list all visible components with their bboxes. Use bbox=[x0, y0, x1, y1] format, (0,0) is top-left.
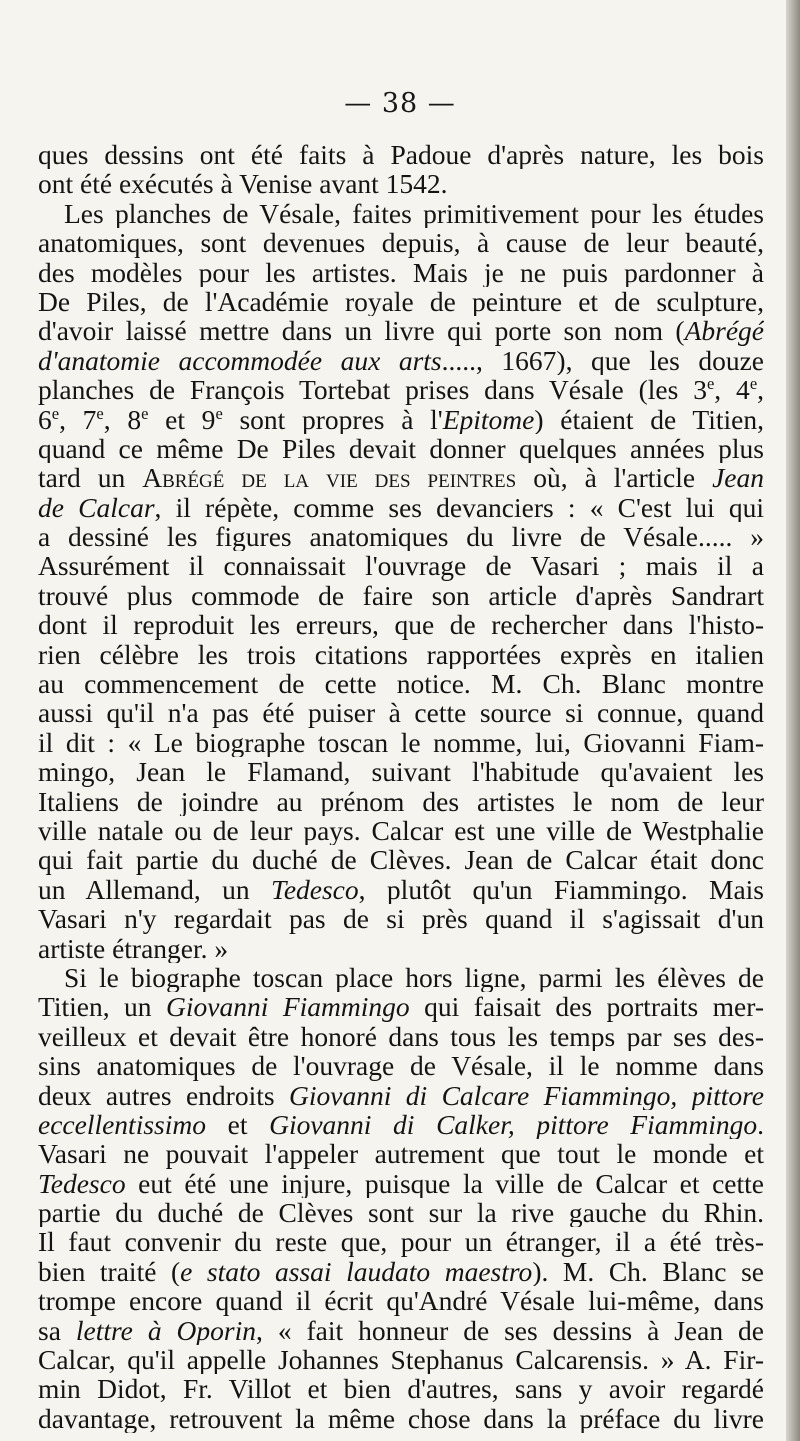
text-line bbox=[38, 1404, 764, 1433]
text-line bbox=[38, 463, 764, 492]
italic-text: Jean bbox=[712, 463, 764, 493]
page-edge-shadow bbox=[786, 0, 800, 1441]
text-line bbox=[38, 346, 764, 375]
italic-text: de Calcar bbox=[38, 492, 155, 523]
superscript: e bbox=[215, 404, 223, 423]
italic-text: eccellentissimo bbox=[38, 1109, 206, 1140]
text-run: sins anatomiques de l'ouvrage de Vésale, il le nomme dans bbox=[38, 1051, 764, 1081]
text-run: un Allemand, un bbox=[38, 874, 272, 905]
text-run: Les planches de Vésale, faites primitivement pour les études bbox=[64, 198, 764, 229]
text-run: 6 bbox=[38, 404, 52, 434]
italic-text: Giovanni Fiammingo bbox=[166, 992, 410, 1022]
text-line bbox=[38, 375, 764, 404]
text-line bbox=[38, 1345, 764, 1374]
text-line bbox=[38, 934, 764, 963]
text-line bbox=[38, 1374, 764, 1403]
superscript: e bbox=[706, 375, 715, 394]
text-run: aussi qu'il n'a pas été puiser à cette source si connue, quand bbox=[38, 698, 764, 728]
italic-text: Abrégé bbox=[684, 316, 764, 346]
text-run: trouvé plus commode de faire son article d'après Sandrart bbox=[38, 580, 764, 611]
text-run: Il faut convenir du reste que, pour un étranger, il a été très- bbox=[38, 1227, 764, 1257]
text-line bbox=[38, 287, 764, 316]
text-run: des modèles pour les artistes. Mais je ne puis pardonner à bbox=[38, 257, 764, 287]
italic-text: Giovanni di Calcare Fiammingo, pittore bbox=[289, 1080, 764, 1110]
text-line bbox=[38, 1227, 764, 1256]
text-line bbox=[38, 963, 764, 992]
text-run: anatomiques, sont devenues depuis, à cause de leur beauté, bbox=[38, 228, 764, 258]
text-run: d'avoir laissé mettre dans un livre qui porte son nom ( bbox=[38, 316, 685, 346]
text-run: il dit : « Le biographe toscan le nomme, lui, Giovanni Fiam- bbox=[38, 727, 764, 758]
text-line bbox=[38, 228, 764, 257]
italic-text: Giovanni di Calker, pittore Fiammingo bbox=[269, 1109, 758, 1140]
text-run: tard un bbox=[38, 463, 143, 493]
text-run: eut été une injure, puisque la ville de Calcar et cette bbox=[125, 1168, 764, 1199]
text-run: et 9 bbox=[148, 404, 216, 434]
text-run: , bbox=[757, 375, 764, 405]
superscript: e bbox=[96, 404, 104, 423]
text-run: planches de François Tortebat prises dans Vésale (les 3 bbox=[38, 375, 707, 405]
text-line bbox=[38, 258, 764, 287]
text-line bbox=[38, 199, 764, 228]
text-line bbox=[38, 904, 764, 933]
text-run: Assurément il connaissait l'ouvrage de Vasari ; mais il a bbox=[38, 551, 764, 581]
text-line bbox=[38, 169, 764, 198]
text-line bbox=[38, 816, 764, 845]
text-run: Calcar, qu'il appelle Johannes Stephanus Calcarensis. » A. Fir- bbox=[38, 1345, 764, 1375]
text-line bbox=[38, 845, 764, 874]
text-line bbox=[38, 1198, 764, 1227]
text-line bbox=[38, 698, 764, 727]
text-line bbox=[38, 610, 764, 639]
superscript: e bbox=[141, 404, 149, 423]
text-line bbox=[38, 1316, 764, 1345]
text-run: au commencement de cette notice. M. Ch. Blanc montre bbox=[38, 669, 764, 699]
text-line bbox=[38, 669, 764, 698]
text-run: Vasari ne pouvait l'appeler autrement que tout le monde et bbox=[38, 1139, 764, 1169]
text-run: artiste étranger. » bbox=[38, 933, 229, 963]
superscript: e bbox=[51, 404, 60, 423]
text-run: , 7 bbox=[59, 404, 97, 434]
text-line bbox=[38, 992, 764, 1021]
text-line bbox=[38, 787, 764, 816]
text-line bbox=[38, 1286, 764, 1315]
text-line bbox=[38, 434, 764, 463]
text-run: sont propres à l' bbox=[222, 404, 443, 434]
text-run: ....., 1667), que les douze bbox=[441, 345, 764, 376]
text-line bbox=[38, 640, 764, 669]
text-run: a dessiné les figures anatomiques du livre de Vésale..... » bbox=[38, 522, 764, 552]
text-run: partie du duché de Clèves sont sur la rive gauche du Rhin. bbox=[38, 1198, 764, 1228]
text-run: , « fait honneur de ses dessins à Jean de bbox=[256, 1315, 764, 1346]
italic-text: lettre à Oporin bbox=[75, 1315, 256, 1346]
text-run: qui faisait des portraits mer- bbox=[409, 992, 764, 1022]
text-run: qui fait partie du duché de Clèves. Jean de Calcar était donc bbox=[38, 845, 764, 875]
text-run: sa bbox=[38, 1315, 76, 1346]
text-line bbox=[38, 551, 764, 580]
text-run: De Piles, de l'Académie royale de peinture et de sculpture, bbox=[38, 286, 764, 317]
text-run: , plutôt qu'un Fiammingo. Mais bbox=[358, 874, 764, 905]
text-line bbox=[38, 1257, 764, 1286]
text-line bbox=[38, 728, 764, 757]
text-run: ques dessins ont été faits à Padoue d'après nature, les bois bbox=[38, 140, 764, 170]
text-run: Vasari n'y regardait pas de si près quand il s'agissait d'un bbox=[38, 904, 764, 934]
text-run: , 4 bbox=[714, 375, 750, 405]
text-line bbox=[38, 1051, 764, 1080]
text-line bbox=[38, 1081, 764, 1110]
text-run: ) étaient de Titien, bbox=[534, 404, 764, 434]
text-line bbox=[38, 1169, 764, 1198]
text-run: quand ce même De Piles devait donner quelques années plus bbox=[38, 433, 764, 464]
text-line bbox=[38, 757, 764, 786]
text-line bbox=[38, 875, 764, 904]
text-run: ont été exécutés à Venise avant 1542. bbox=[38, 169, 448, 199]
italic-text: d'anatomie accommodée aux arts bbox=[38, 345, 442, 376]
text-run: et bbox=[206, 1109, 270, 1140]
text-run: davantage, retrouvent la même chose dans la préface du livre bbox=[38, 1403, 764, 1434]
text-line bbox=[38, 1139, 764, 1168]
italic-text: Tedesco bbox=[271, 874, 359, 905]
text-run: ). M. Ch. Blanc se bbox=[532, 1256, 764, 1287]
text-run: mingo, Jean le Flamand, suivant l'habitude qu'avaient les bbox=[38, 757, 764, 787]
text-run: ville natale ou de leur pays. Calcar est une ville de Westphalie bbox=[38, 815, 764, 846]
text-run: veilleux et devait être honoré dans tous les temps par ses des- bbox=[38, 1021, 764, 1052]
page-number: — 38 — bbox=[344, 88, 456, 119]
body-text bbox=[38, 140, 764, 1433]
text-run: Si le biographe toscan place hors ligne, parmi les élèves de bbox=[64, 962, 764, 993]
text-line bbox=[38, 1110, 764, 1139]
text-run: où, à l'article bbox=[516, 463, 713, 493]
text-run: , 8 bbox=[103, 404, 142, 434]
text-run: , il répète, comme ses devanciers : « C'est lui qui bbox=[154, 492, 764, 523]
text-line bbox=[38, 1022, 764, 1051]
italic-text: Tedesco bbox=[38, 1168, 126, 1199]
text-run: deux autres endroits bbox=[38, 1080, 289, 1110]
text-run: bien traité ( bbox=[38, 1256, 181, 1287]
text-line bbox=[38, 316, 764, 345]
text-run: Italiens de joindre au prénom des artistes le nom de leur bbox=[38, 786, 764, 816]
italic-text: Epitome bbox=[442, 404, 535, 434]
text-run: rien célèbre les trois citations rapportées exprès en italien bbox=[38, 639, 764, 670]
text-line bbox=[38, 405, 764, 434]
text-line bbox=[38, 493, 764, 522]
text-run: Titien, un bbox=[38, 992, 167, 1022]
text-line bbox=[38, 140, 764, 169]
text-line bbox=[38, 581, 764, 610]
text-run: trompe encore quand il écrit qu'André Vésale lui-même, dans bbox=[38, 1286, 764, 1316]
small-caps-text: Abrégé de la vie des peintres bbox=[142, 463, 517, 493]
text-run: . bbox=[757, 1109, 764, 1140]
text-run: dont il reproduit les erreurs, que de rechercher dans l'histo- bbox=[38, 610, 764, 640]
superscript: e bbox=[749, 375, 758, 394]
text-line bbox=[38, 522, 764, 551]
text-run: min Didot, Fr. Villot et bien d'autres, sans y avoir regardé bbox=[38, 1374, 764, 1404]
italic-text: e stato assai laudato maestro bbox=[180, 1256, 533, 1287]
